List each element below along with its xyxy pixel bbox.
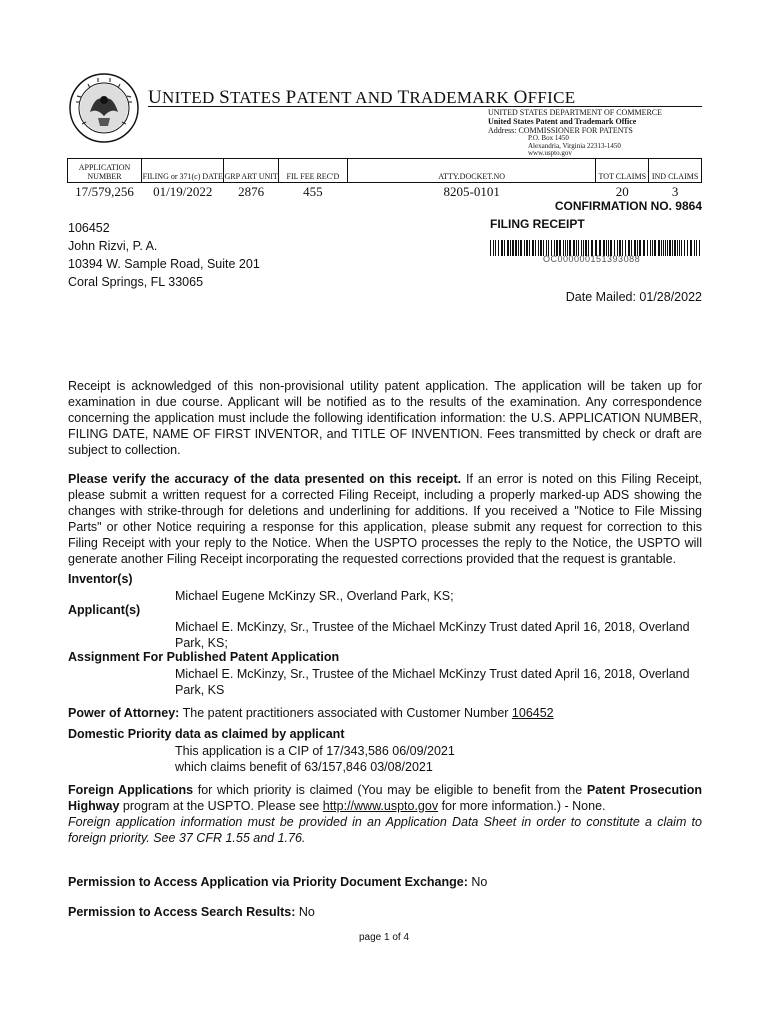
- column-header: FIL FEE REC'D: [278, 159, 347, 183]
- filing-date: 01/19/2022: [153, 183, 213, 199]
- total-claims: 20: [615, 183, 629, 199]
- column-header: FILING or 371(c) DATE: [142, 159, 224, 183]
- poa-label: Power of Attorney:: [68, 706, 180, 720]
- assignment-value: Michael E. McKinzy, Sr., Trustee of the Michael McKinzy Trust dated April 16, 2018, Overland Park, KS: [175, 667, 690, 697]
- foreign-applications-paragraph: [68, 782, 702, 846]
- department-name: UNITED STATES DEPARTMENT OF COMMERCE: [488, 108, 663, 117]
- uspto-website-link[interactable]: http://www.uspto.gov: [322, 799, 439, 813]
- verify-paragraph: [68, 471, 702, 567]
- uspto-seal-logo: [68, 72, 140, 144]
- search-label: Permission to Access Search Results:: [68, 905, 296, 919]
- pdx-label: Permission to Access Application via Priority Document Exchange:: [68, 875, 468, 889]
- addressee-name: John Rizvi, P. A.: [68, 239, 158, 253]
- inventors-label: Inventor(s): [68, 572, 133, 586]
- address-line: P.O. Box 1450: [528, 134, 569, 142]
- domestic-priority-line: which claims benefit of 63/157,846 03/08/2021: [175, 760, 433, 774]
- pph-program-name: Patent Prosecution Highway: [68, 783, 702, 813]
- street-address: 10394 W. Sample Road, Suite 201: [68, 257, 260, 271]
- table-row: [68, 183, 702, 200]
- foreign-label: Foreign Applications: [68, 783, 194, 797]
- power-of-attorney: [68, 705, 554, 721]
- application-number: 17/579,256: [75, 183, 134, 199]
- search-value: No: [295, 905, 315, 919]
- applicants-value: Michael E. McKinzy, Sr., Trustee of the Michael McKinzy Trust dated April 16, 2018, Overland Park, KS;: [175, 620, 690, 650]
- column-header: APPLICATION NUMBER: [68, 159, 142, 183]
- attorney-docket-number: 8205-0101: [443, 183, 500, 199]
- column-header: IND CLAIMS: [649, 159, 702, 183]
- group-art-unit: 2876: [238, 183, 265, 199]
- date-mailed: Date Mailed: 01/28/2022: [565, 290, 702, 304]
- domestic-priority-label: Domestic Priority data as claimed by applicant: [68, 727, 345, 741]
- column-header: GRP ART UNIT: [224, 159, 278, 183]
- domestic-priority-line: This application is a CIP of 17/343,586 06/09/2021: [175, 744, 455, 758]
- foreign-note: Foreign application information must be provided in an Application Data Sheet in order to constitute a claim to foreign priority. See 37 CFR 1.55 and 1.76.: [68, 815, 702, 845]
- address-line: Address: COMMISSIONER FOR PATENTS: [488, 126, 633, 135]
- foreign-text: for more information.) - None.: [438, 799, 606, 813]
- confirmation-number: CONFIRMATION NO. 9864: [554, 199, 702, 213]
- application-info-table: [67, 158, 702, 199]
- intro-paragraph: Receipt is acknowledged of this non-provisional utility patent application. The application will be taken up for examination in due course. Applicant will be notified as to the results of the examination. Any correspondence concerning the application must include the following identification information: the U.S. APPLICATION NUMBER, FILING DATE, NAME OF FIRST INVENTOR, and TITLE OF INVENTION. Fees transmitted by check or draft are subject to collection.: [68, 379, 702, 457]
- correspondence-address: [68, 219, 260, 291]
- assignment-label: Assignment For Published Patent Application: [68, 650, 340, 664]
- search-permission: [68, 904, 315, 920]
- poa-text: The patent practitioners associated with Customer Number: [179, 706, 512, 720]
- customer-number-link[interactable]: 106452: [511, 706, 554, 720]
- verify-heading: Please verify the accuracy of the data presented on this receipt.: [68, 472, 462, 486]
- customer-number: 106452: [68, 221, 110, 235]
- filing-fee: 455: [303, 183, 323, 199]
- title-divider: [148, 106, 702, 107]
- city-state-zip: Coral Springs, FL 33065: [68, 275, 204, 289]
- office-title: UNITED STATES PATENT AND TRADEMARK OFFICE: [148, 87, 576, 108]
- column-header: TOT CLAIMS: [596, 159, 649, 183]
- independent-claims: 3: [671, 183, 679, 199]
- verify-text: If an error is noted on this Filing Receipt, please submit a written request for a corrected Filing Receipt, including a properly marked-up ADS showing the changes with strike-through for deletions and underlining for additions. If you received a "Notice to File Missing Parts" or other Notice requiring a response for this application, please submit any request for correction to this Filing Receipt with your reply to the Notice. When the USPTO processes the reply to the Notice, the USPTO will generate another Filing Receipt incorporating the requested corrections provided that the request is grantable.: [68, 472, 702, 566]
- page-number: page 1 of 4: [358, 932, 410, 943]
- document-title: FILING RECEIPT: [490, 217, 585, 231]
- foreign-text: program at the USPTO. Please see: [119, 799, 323, 813]
- pdx-permission: [68, 874, 487, 890]
- column-header: ATTY.DOCKET.NO: [347, 159, 595, 183]
- commerce-address-block: [488, 108, 662, 158]
- applicants-label: Applicant(s): [68, 603, 141, 617]
- foreign-text: for which priority is claimed (You may be eligible to benefit from the: [193, 783, 587, 797]
- address-line: Alexandria, Virginia 22313-1450: [528, 141, 621, 150]
- barcode-number: OC000000151393088: [543, 254, 641, 264]
- table-header-row: [68, 159, 702, 183]
- office-name: United States Patent and Trademark Office: [488, 117, 637, 126]
- address-line: www.uspto.gov: [528, 149, 572, 157]
- pdx-value: No: [467, 875, 488, 889]
- inventors-value: Michael Eugene McKinzy SR., Overland Park, KS;: [175, 589, 454, 603]
